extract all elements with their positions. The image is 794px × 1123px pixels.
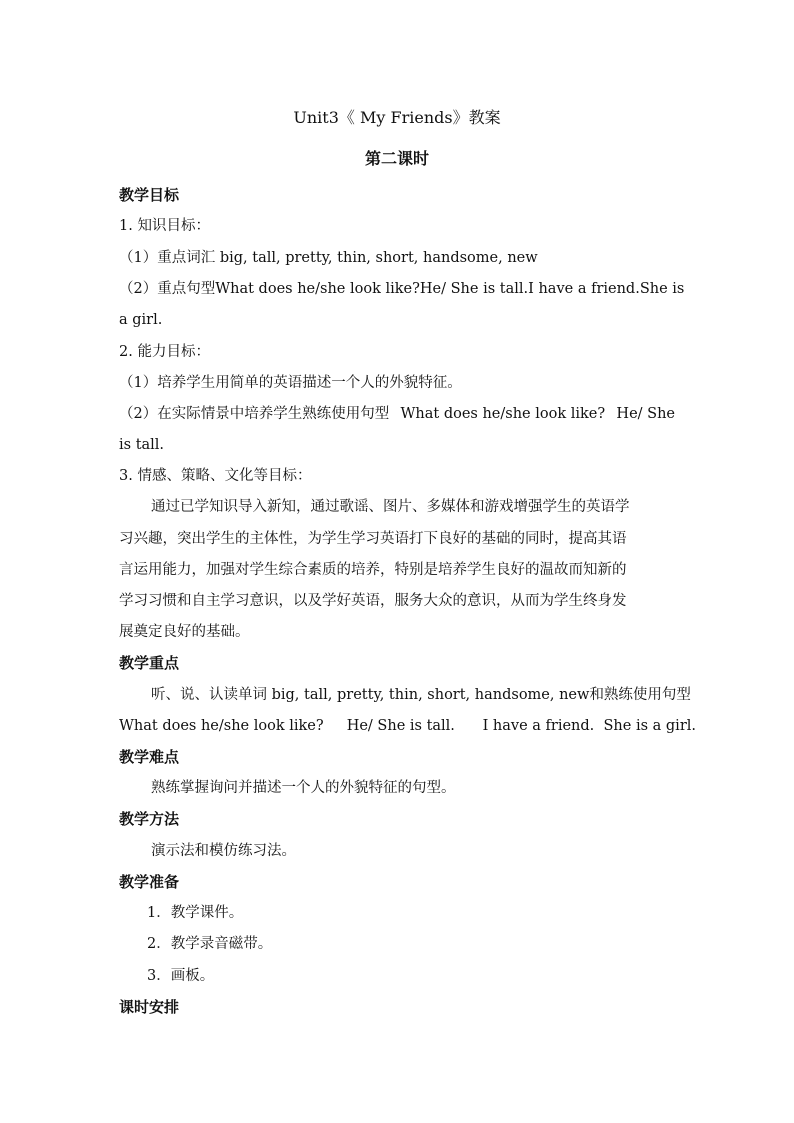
ability-item-2-text: （2）在实际情景中培养学生熟练使用句型 — [119, 406, 390, 422]
focus-line-1-tail: 和熟练使用句型 — [589, 687, 691, 703]
sentence-pattern-line — [119, 279, 685, 299]
difficulty-heading: 教学难点 — [119, 748, 180, 766]
ability-item-2-continuation: is tall. — [119, 437, 165, 453]
emotion-heading: 3. 情感、策略、文化等目标： — [119, 468, 312, 484]
ability-item-2-pattern-2: He/ She — [616, 406, 675, 422]
preparation-item-2: 2．教学录音磁带。 — [147, 936, 273, 952]
emotion-paragraph-line-1: 通过已学知识导入新知，通过歌谣、图片、多媒体和游戏增强学生的英语学 — [151, 499, 630, 515]
ability-heading: 2. 能力目标： — [119, 344, 210, 360]
emotion-paragraph-line-5: 展奠定良好的基础。 — [119, 624, 250, 640]
goals-heading: 教学目标 — [119, 186, 180, 204]
ability-item-2 — [119, 404, 675, 424]
emotion-paragraph-line-4: 学习习惯和自主学习意识，以及学好英语，服务大众的意识，从而为学生终身发 — [119, 593, 627, 609]
method-heading: 教学方法 — [119, 810, 180, 828]
ability-item-2-pattern: What does he/she look like? — [400, 406, 606, 422]
knowledge-heading: 1. 知识目标： — [119, 218, 210, 234]
preparation-item-3: 3．画板。 — [147, 968, 215, 984]
ability-item-1: （1）培养学生用简单的英语描述一个人的外貌特征。 — [119, 375, 462, 391]
vocabulary-line: （1）重点词汇 big, tall, pretty, thin, short, handsome, new — [119, 250, 538, 266]
preparation-item-1: 1．教学课件。 — [147, 905, 244, 921]
focus-line-1 — [151, 685, 691, 705]
focus-line-2: What does he/she look like? He/ She is tall. I have a friend. She is a girl. — [119, 718, 696, 734]
focus-line-1-words: 听、说、认读单词 big, tall, pretty, thin, short, handsome, new — [151, 687, 590, 703]
document-title: Unit3《 My Friends》教案 — [293, 108, 501, 127]
sentence-pattern-2: He/ She is tall. — [419, 281, 529, 297]
sentence-pattern-3: I have a friend. — [528, 281, 640, 297]
sentence-pattern-4: She is — [639, 281, 685, 297]
difficulty-text: 熟练掌握询问并描述一个人的外貌特征的句型。 — [151, 780, 456, 796]
sentence-pattern-continuation: a girl. — [119, 312, 163, 328]
sentence-pattern-1: What does he/she look like? — [215, 281, 420, 297]
focus-heading: 教学重点 — [119, 654, 180, 672]
sentence-pattern-label: （2）重点句型 — [119, 281, 216, 297]
preparation-heading: 教学准备 — [119, 873, 180, 891]
emotion-paragraph-line-3: 言运用能力，加强对学生综合素质的培养，特别是培养学生良好的温故而知新的 — [119, 562, 627, 578]
schedule-heading: 课时安排 — [119, 998, 180, 1016]
lesson-subtitle: 第二课时 — [364, 149, 429, 168]
emotion-paragraph-line-2: 习兴趣，突出学生的主体性，为学生学习英语打下良好的基础的同时，提高其语 — [119, 531, 627, 547]
method-text: 演示法和模仿练习法。 — [151, 843, 296, 859]
